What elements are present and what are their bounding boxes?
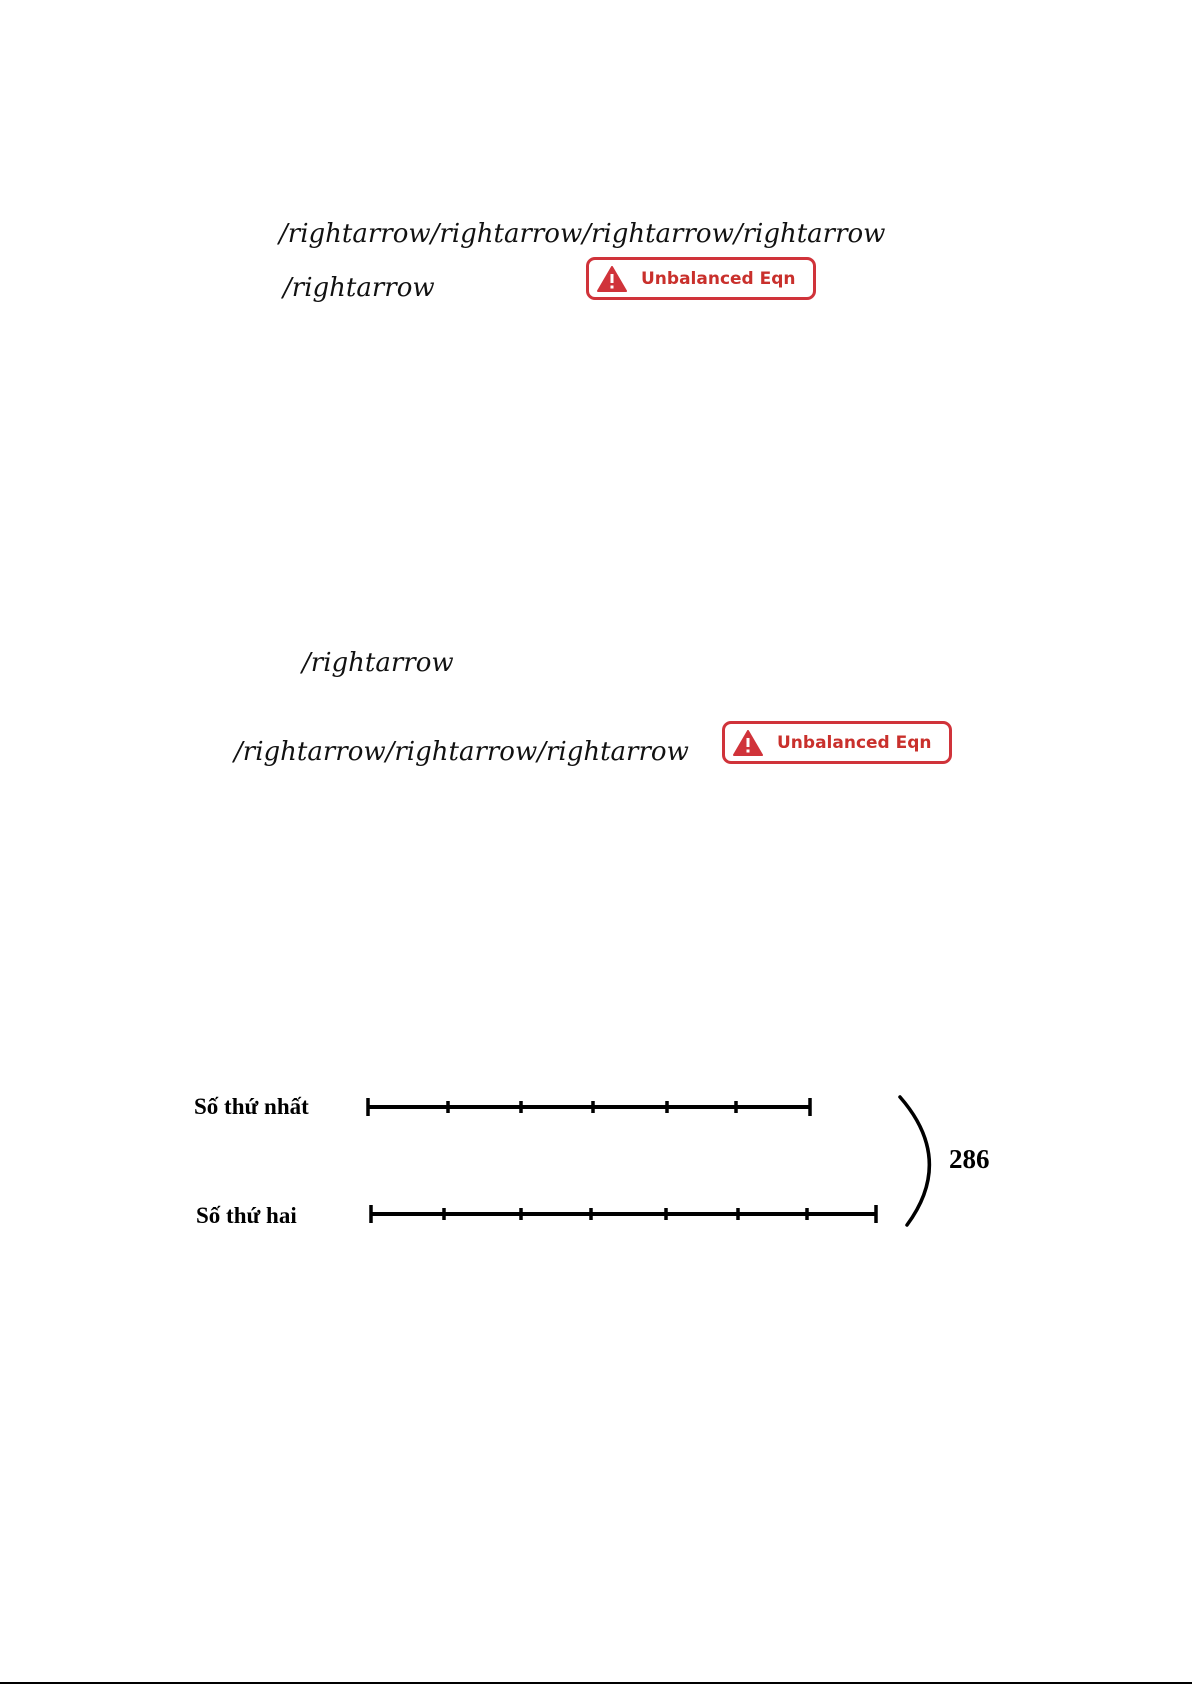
first-number-segment [368, 1098, 810, 1116]
first-number-label: Số thứ nhất [194, 1094, 309, 1119]
equation-line-1: /rightarrow/rightarrow/rightarrow/rightarrow [279, 219, 886, 249]
equation-line-3: /rightarrow [302, 648, 454, 678]
equation-line-4: /rightarrow/rightarrow/rightarrow [234, 737, 689, 767]
total-brace [900, 1097, 929, 1225]
second-number-label: Số thứ hai [196, 1203, 297, 1228]
badge-label-1: Unbalanced Eqn [641, 268, 796, 289]
equation-line-2: /rightarrow [283, 273, 435, 303]
second-number-segment [371, 1205, 876, 1223]
page-bottom-rule [0, 1682, 1192, 1684]
total-value: 286 [949, 1144, 990, 1174]
badge-label-2: Unbalanced Eqn [777, 732, 932, 753]
